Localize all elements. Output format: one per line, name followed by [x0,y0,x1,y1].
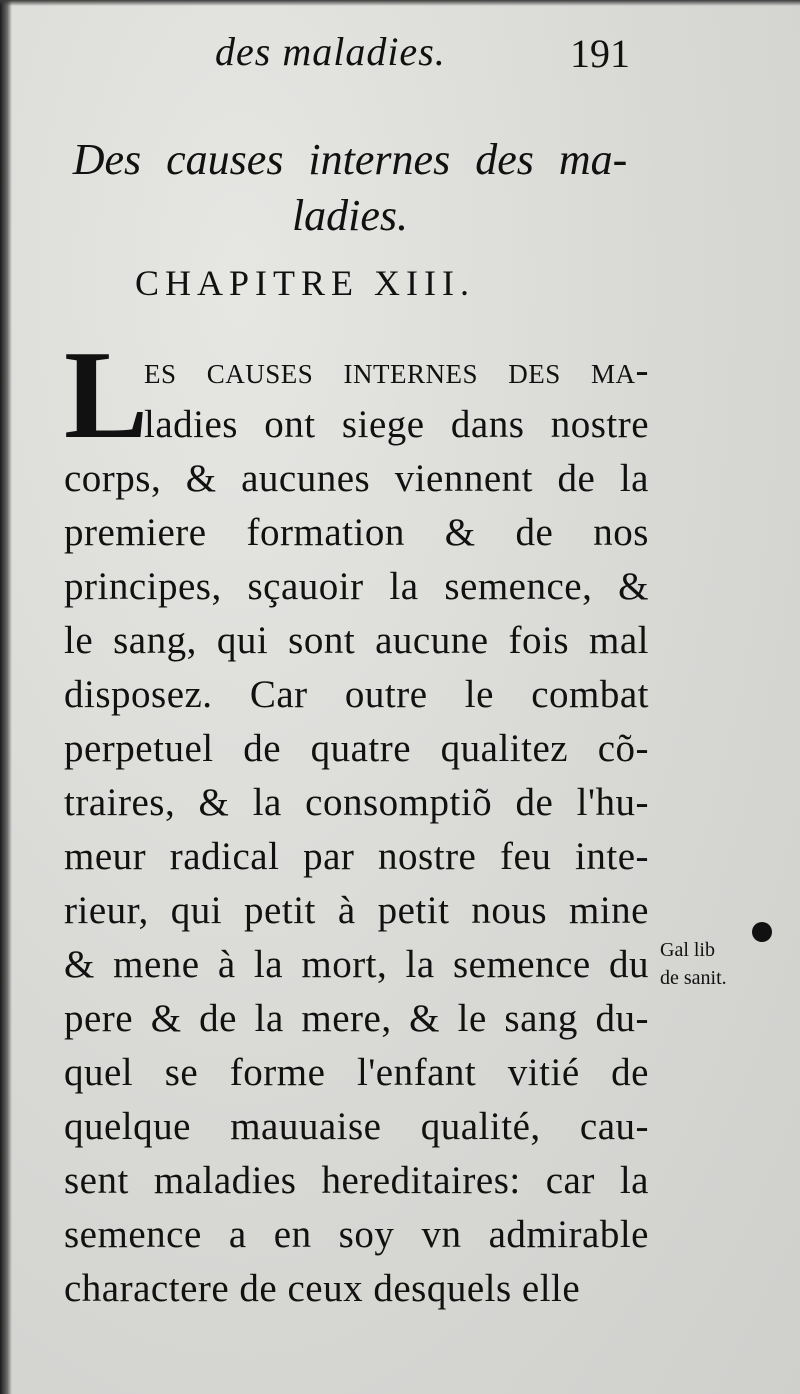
text-line: ladies ont siege dans nostre [144,403,649,446]
text-line: es causes internes des ma- [144,349,649,392]
text-line: & mene à la mort, la semence du [64,943,649,986]
page-number: 191 [570,31,630,76]
heading-line-1: Des causes internes des ma- [72,135,628,184]
chapter-heading [55,132,645,244]
drop-capital: L [64,326,149,465]
text-line: meur radical par nostre feu inte- [64,835,649,878]
text-line: perpetuel de quatre qualitez cõ- [64,727,649,770]
text-line: pere & de la mere, & le sang du- [64,997,649,1040]
body-text [64,326,649,1316]
page-edge-shadow [0,0,12,1394]
text-line: corps, & aucunes viennent de la [64,457,649,500]
text-line: charactere de ceux desquels elle [64,1267,581,1310]
text-line: principes, sçauoir la semence, & [64,565,649,608]
heading-line-2: ladies. [291,191,409,240]
text-line: rieur, qui petit à petit nous mine [64,889,649,932]
text-line: disposez. Car outre le combat [64,673,649,716]
text-line: quel se forme l'enfant vitié de [64,1051,649,1094]
text-line: le sang, qui sont aucune fois mal [64,619,649,662]
text-line: sent maladies hereditaires: car la [64,1159,649,1202]
marginal-note-line-2: de sanit. [660,967,727,989]
text-line: quelque mauuaise qualité, cau- [64,1105,649,1148]
marginal-note-line-1: Gal lib [660,939,715,961]
ink-blot [752,922,772,942]
text-line: semence a en soy vn admirable [64,1213,649,1256]
running-title: des maladies. [215,29,446,74]
text-line: traires, & la consomptiõ de l'hu- [64,781,649,824]
text-line: premiere formation & de nos [64,511,649,554]
chapter-number: CHAPITRE XIII. [135,263,475,303]
page-top-shadow [0,0,800,6]
marginal-note [660,936,770,992]
